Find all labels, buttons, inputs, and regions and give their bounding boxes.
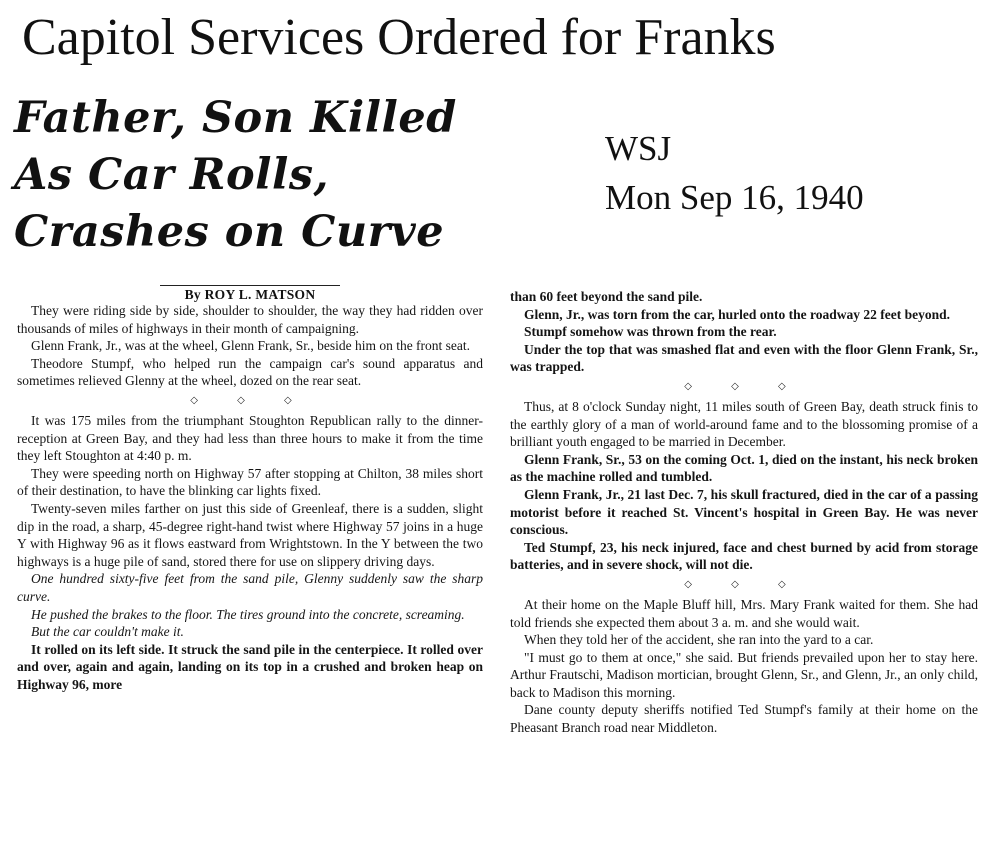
article-paragraph: Dane county deputy sheriffs notified Ted Stumpf's family at their home on the Pheasant Branch road near Middleton.	[510, 702, 978, 736]
article-paragraph: He pushed the brakes to the floor. The tires ground into the concrete, screaming.	[31, 606, 465, 622]
section-ornament: ◇ ◇ ◇	[190, 394, 310, 406]
publication-name: WSJ	[605, 129, 672, 168]
headline-line: Father, Son Killed	[14, 93, 457, 143]
article-paragraph: One hundred sixty-five feet from the sand pile, Glenny suddenly saw the sharp curve.	[17, 571, 483, 604]
article-paragraph: Ted Stumpf, 23, his neck injured, face and chest burned by acid from storage batteries, and in severe shock, will not die.	[510, 539, 978, 573]
article-paragraph: But the car couldn't make it.	[31, 624, 184, 640]
article-paragraph: Stumpf somehow was thrown from the rear.	[524, 324, 777, 340]
article-paragraph: Twenty-seven miles farther on just this side of Greenleaf, there is a sudden, slight dip in the road, a sharp, 45-degree right-hand twist where Highway 57 joins in a huge Y with Highway 96 as it flows eastward from Wrightstown. In the Y between the two highways is a huge pile of sand, stored there for use on slippery driving days.	[17, 500, 483, 569]
article-paragraph: When they told her of the accident, she ran into the yard to a car.	[524, 632, 874, 648]
article-paragraph: "I must go to them at once," she said. But friends prevailed upon her to stay here. Arthur Frautschi, Madison mortician, brought Glenn, Sr., and Glenn, Jr., an only child, back to Madison this morning.	[510, 649, 978, 700]
article-paragraph: Under the top that was smashed flat and even with the floor Glenn Frank, Sr., was trapped.	[510, 341, 978, 375]
byline: By ROY L. MATSON	[160, 285, 340, 303]
article-paragraph: Glenn Frank, Sr., 53 on the coming Oct. 1, died on the instant, his neck broken as the machine rolled and tumbled.	[510, 451, 978, 485]
section-ornament: ◇ ◇ ◇	[684, 578, 804, 590]
article-paragraph: They were riding side by side, shoulder to shoulder, the way they had ridden over thousands of miles of highways in their month of campaigning.	[17, 303, 483, 336]
section-ornament: ◇ ◇ ◇	[684, 380, 804, 392]
headline-line: Crashes on Curve	[14, 207, 445, 257]
article-headline	[14, 90, 474, 261]
headline-line: As Car Rolls,	[14, 150, 330, 200]
article-paragraph: Glenn, Jr., was torn from the car, hurled onto the roadway 22 feet beyond.	[524, 306, 950, 322]
article-paragraph: Glenn Frank, Jr., was at the wheel, Glenn Frank, Sr., beside him on the front seat.	[31, 338, 471, 354]
article-paragraph: Glenn Frank, Jr., 21 last Dec. 7, his skull fractured, died in the car of a passing motorist before it reached St. Vincent's hospital in Green Bay. He was never conscious.	[510, 486, 978, 538]
source-annotation	[605, 124, 864, 222]
article-paragraph: They were speeding north on Highway 57 after stopping at Chilton, 38 miles short of their destination, to have the blinking car lights fixed.	[17, 465, 483, 499]
article-paragraph: It was 175 miles from the triumphant Stoughton Republican rally to the dinner-reception at Green Bay, and they had less than three hours to make it from the time they left Stoughton at 4:40 p. m.	[17, 412, 483, 464]
article-paragraph: than 60 feet beyond the sand pile.	[510, 289, 703, 304]
article-paragraph: Thus, at 8 o'clock Sunday night, 11 miles south of Green Bay, death struck finis to the earthly glory of a man of world-around fame and to the blossoming promise of a brilliant youth engaged to be married in December.	[510, 398, 978, 450]
article-paragraph: Theodore Stumpf, who helped run the campaign car's sound apparatus and sometimes relieved Glenny at the wheel, dozed on the rear seat.	[17, 355, 483, 389]
page-title: Capitol Services Ordered for Franks	[22, 9, 776, 66]
article-column-right	[510, 288, 978, 737]
article-paragraph: It rolled on its left side. It struck the sand pile in the centerpiece. It rolled over and over, again and again, landing on its top in a crushed and broken heap on Highway 96, more	[17, 641, 483, 692]
publication-date: Mon Sep 16, 1940	[605, 178, 864, 217]
article-column-left	[17, 302, 483, 693]
article-paragraph: At their home on the Maple Bluff hill, Mrs. Mary Frank waited for them. She had told friends she expected them about 3 a. m. and she would wait.	[510, 596, 978, 630]
